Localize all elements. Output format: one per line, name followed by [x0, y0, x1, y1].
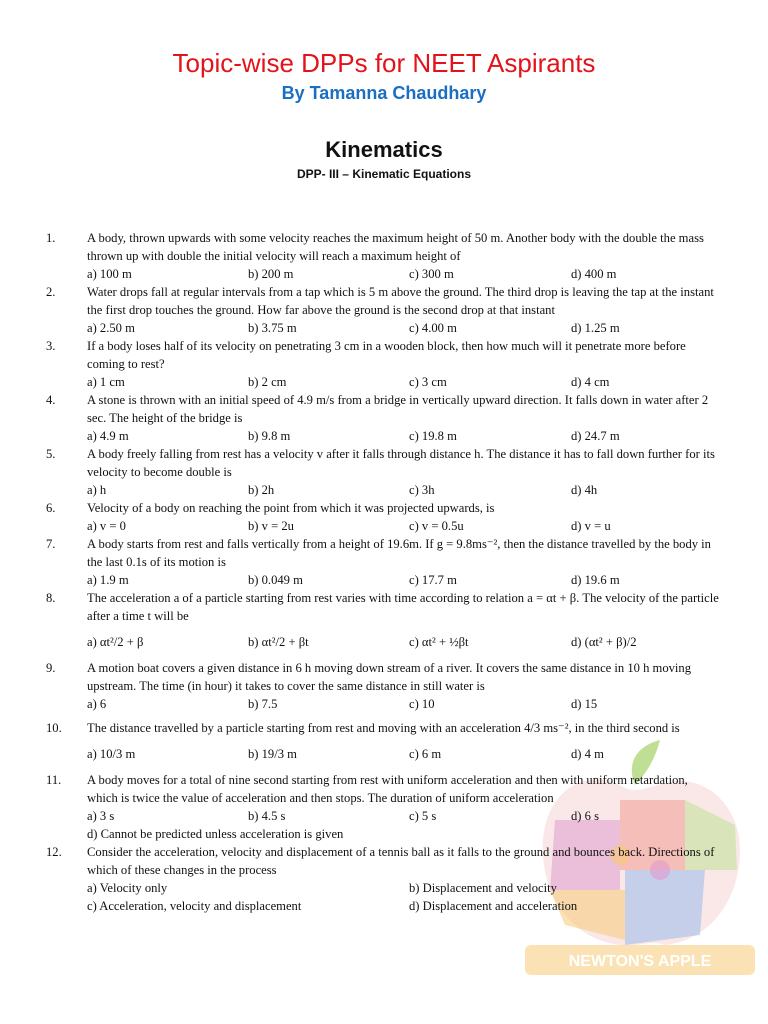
option-c: c) 3 cm: [409, 375, 447, 389]
question-text: A body starts from rest and falls vertically from a height of 19.6m. If g = 9.8ms⁻², then the distance travelled by the body in the last 0.1s of its motion is: [87, 537, 711, 569]
option-d: d) 1.25 m: [571, 321, 620, 335]
question-text: A body, thrown upwards with some velocity reaches the maximum height of 50 m. Another body with the double the mass thrown up with double the initial velocity will reach a maximum height of: [87, 231, 704, 263]
option-d: d) (αt² + β)/2: [571, 635, 637, 649]
question-number: 8.: [46, 591, 56, 605]
question-text: The acceleration a of a particle starting from rest varies with time according to relation a = αt + β. The velocity of the particle after a time t will be: [87, 591, 719, 623]
question-text: A body freely falling from rest has a velocity v after it falls through distance h. The distance it has to fall down further for its velocity to become double is: [87, 447, 715, 479]
option-b: b) 3.75 m: [248, 321, 297, 335]
options-row: [0, 897, 768, 915]
question-6: [0, 499, 768, 535]
question-text: A stone is thrown with an initial speed of 4.9 m/s from a bridge in vertically upward direction. It falls down in water after 2 sec. The height of the bridge is: [87, 393, 709, 425]
options-row: [0, 625, 768, 659]
option-c: c) 5 s: [409, 809, 437, 823]
question-3: [0, 337, 768, 391]
question-number: 1.: [46, 231, 56, 245]
options-row: [0, 265, 768, 283]
option-a: a) 1.9 m: [87, 573, 129, 587]
question-7: [0, 535, 768, 589]
question-9: [0, 659, 768, 713]
topic-heading: Kinematics: [325, 137, 443, 162]
options-row: [0, 517, 768, 535]
option-b: b) αt²/2 + βt: [248, 635, 309, 649]
question-number: 3.: [46, 339, 56, 353]
option-d: d) 15: [571, 697, 598, 711]
option-c: c) 4.00 m: [409, 321, 457, 335]
option-a: a) Velocity only: [87, 881, 168, 895]
option-d: d) 400 m: [571, 267, 617, 281]
option-d: d) 19.6 m: [571, 573, 620, 587]
question-1: [0, 229, 768, 283]
option-d: d) 6 s: [571, 809, 599, 823]
options-row-extra: [0, 825, 768, 843]
question-text: The distance travelled by a particle starting from rest and moving with an acceleration 4/3 ms⁻², in the third second is: [87, 721, 680, 735]
option-a: a) 4.9 m: [87, 429, 129, 443]
option-c: c) 19.8 m: [409, 429, 457, 443]
option-b: b) Displacement and velocity: [409, 881, 557, 895]
question-number: 12.: [46, 845, 62, 859]
options-row: [0, 571, 768, 589]
option-d: d) 4 cm: [571, 375, 610, 389]
question-text: A motion boat covers a given distance in 6 h moving down stream of a river. It covers the same distance in 10 h moving upstream. The time (in hour) it takes to cover the same distance in still water is: [87, 661, 692, 693]
option-a: a) 10/3 m: [87, 747, 136, 761]
question-text: Water drops fall at regular intervals from a tap which is 5 m above the ground. The third drop is leaving the tap at the instant the first drop touches the ground. How far above the ground is the second drop at that instant: [87, 285, 714, 317]
question-text: If a body loses half of its velocity on penetrating 3 cm in a wooden block, then how much will it penetrate more before coming to rest?: [87, 339, 686, 371]
option-d: d) 4h: [571, 483, 598, 497]
question-text: Consider the acceleration, velocity and displacement of a tennis ball as it falls to the ground and bounces back. Directions of which of these changes in the process: [87, 845, 715, 877]
question-number: 10.: [46, 721, 62, 735]
option-a: a) 1 cm: [87, 375, 125, 389]
question-2: [0, 283, 768, 337]
option-c: c) αt² + ½βt: [409, 635, 469, 649]
option-a: a) 100 m: [87, 267, 132, 281]
question-number: 6.: [46, 501, 56, 515]
option-c: c) 3h: [409, 483, 435, 497]
question-list: [0, 229, 768, 915]
question-text: A body moves for a total of nine second starting from rest with uniform acceleration and then with uniform retardation, which is twice the value of acceleration and then stops. The duration of uniform acceleration: [87, 773, 688, 805]
option-b: b) 2 cm: [248, 375, 287, 389]
question-number: 9.: [46, 661, 56, 675]
option-d: d) 4 m: [571, 747, 604, 761]
question-5: [0, 445, 768, 499]
question-number: 7.: [46, 537, 56, 551]
option-d: d) v = u: [571, 519, 611, 533]
watermark-text: NEWTON'S APPLE: [568, 953, 712, 970]
options-row: [0, 807, 768, 825]
option-b: b) 4.5 s: [248, 809, 286, 823]
option-c: c) Acceleration, velocity and displacement: [87, 899, 302, 913]
question-12: [0, 843, 768, 915]
question-number: 11.: [46, 773, 62, 787]
option-b: b) v = 2u: [248, 519, 294, 533]
option-a: a) h: [87, 483, 107, 497]
options-row: [0, 737, 768, 771]
option-a: a) v = 0: [87, 519, 126, 533]
option-c: c) 300 m: [409, 267, 454, 281]
option-c: c) v = 0.5u: [409, 519, 464, 533]
question-number: 5.: [46, 447, 56, 461]
option-b: b) 200 m: [248, 267, 294, 281]
option-c: c) 10: [409, 697, 435, 711]
question-4: [0, 391, 768, 445]
page-title: Topic-wise DPPs for NEET Aspirants: [172, 48, 596, 78]
option-b: b) 7.5: [248, 697, 278, 711]
author-line: By Tamanna Chaudhary: [281, 83, 487, 103]
options-row: [0, 427, 768, 445]
option-d: d) Displacement and acceleration: [409, 899, 578, 913]
option-a: a) 6: [87, 697, 107, 711]
options-row: [0, 481, 768, 499]
question-11: [0, 771, 768, 843]
options-row: [0, 695, 768, 713]
dpp-subheading: DPP- III – Kinematic Equations: [296, 167, 472, 181]
question-text: Velocity of a body on reaching the point from which it was projected upwards, is: [87, 501, 495, 515]
option-b: b) 0.049 m: [248, 573, 303, 587]
option-d-extra: d) Cannot be predicted unless acceleration is given: [87, 827, 344, 841]
question-8: [0, 589, 768, 659]
option-c: c) 17.7 m: [409, 573, 457, 587]
option-a: a) 3 s: [87, 809, 115, 823]
question-number: 2.: [46, 285, 56, 299]
options-row: [0, 879, 768, 897]
question-number: 4.: [46, 393, 56, 407]
option-b: b) 9.8 m: [248, 429, 291, 443]
option-d: d) 24.7 m: [571, 429, 620, 443]
option-a: a) αt²/2 + β: [87, 635, 144, 649]
question-10: [0, 719, 768, 771]
options-row: [0, 319, 768, 337]
option-a: a) 2.50 m: [87, 321, 135, 335]
options-row: [0, 373, 768, 391]
option-c: c) 6 m: [409, 747, 442, 761]
option-b: b) 2h: [248, 483, 275, 497]
option-b: b) 19/3 m: [248, 747, 297, 761]
